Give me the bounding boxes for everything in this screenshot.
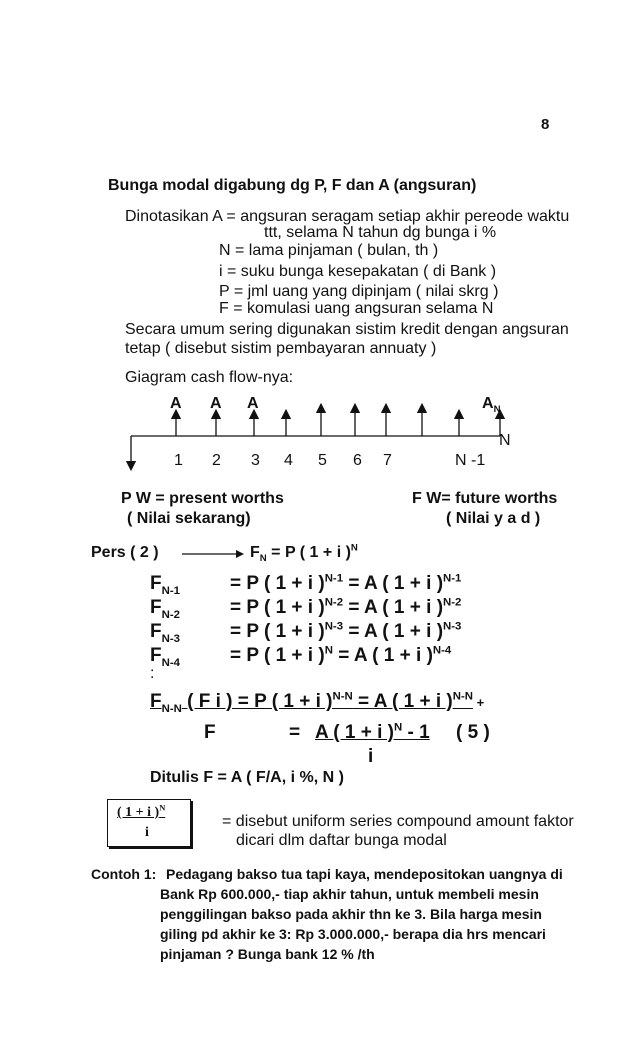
payment-label-a: A [247,395,259,412]
final-equals: = [289,722,301,743]
factor-numerator: ( 1 + i )$^N$ [117,803,166,820]
equation-pers-2: $F_N = P$ ( 1 + i )$^N$ [250,542,358,565]
tick-label: 6 [353,452,362,469]
general-text: Secara umum sering digunakan sistim kredit dengan angsuran [125,321,569,338]
example-text: giling pd akhir ke 3: Rp 3.000.000,- berapa dia hrs mencari [160,926,546,942]
example-text: Pedagang bakso tua tapi kaya, mendepositokan uangnya di [166,866,563,882]
definition-i: i = suku bunga kesepakatan ( di Bank ) [219,263,497,280]
equation-row-rhs: = P ( 1 + i )$^{N-2}$ = A ( 1 + i )$^{N-2}$ [230,596,462,618]
general-text: tetap ( disebut sistim pembayaran annuaty ) [125,340,437,357]
final-f: F [204,722,216,743]
example-text: pinjaman ? Bunga bank 12 % /th [160,946,375,962]
example-text: penggilingan bakso pada akhir thn ke 3. Bila harga mesin [160,906,542,922]
payment-label-an: $A_N$ [482,395,501,416]
tick-label: 7 [383,452,392,469]
factor-description: dicari dlm daftar bunga modal [236,832,447,849]
factor-box [107,799,191,847]
factor-description: = disebut uniform series compound amount faktor [222,813,574,830]
future-worth-note: ( Nilai y a d ) [446,510,541,527]
equation-row: $F_{N-4}$ [150,645,180,669]
payment-label-a: A [170,395,182,412]
present-worth-note: ( Nilai sekarang) [127,510,251,527]
tick-label: 4 [284,452,293,469]
tick-label: 1 [174,452,183,469]
tick-label: 5 [318,452,327,469]
diagram-caption: Giagram cash flow-nya: [125,369,294,386]
equation-row-rhs: = P ( 1 + i )$^{N-3}$ = A ( 1 + i )$^{N-3}$ [230,620,462,642]
equation-row: $F_{N-2}$ [150,597,180,621]
equation-row: $F_{N-3}$ [150,621,180,645]
equation-row-rhs: = P ( 1 + i )$^N$ = A ( 1 + i )$^{N-4}$ [230,644,452,666]
final-numerator: A ( 1 + i )$^N$ - 1 [315,721,430,743]
equation-sum: $F_{N-N}$ ( F i ) = P ( 1 + i )$^{N-N}$ = A ( 1 + i )$^{N-N}$ + [150,690,485,715]
tick-label: 3 [251,452,260,469]
tick-label: N -1 [455,452,486,469]
definition-p: P = jml uang yang dipinjam ( nilai skrg ) [219,283,499,300]
equation-label: Pers ( 2 ) [91,544,159,561]
definition-f: F = komulasi uang angsuran selama N [219,300,494,317]
definition-line: Dinotasikan A = angsuran seragam setiap akhir pereode waktu [125,208,570,225]
factor-denominator: i [145,825,149,840]
present-worth-label: P W = present worths [121,490,284,507]
example-text: Bank Rp 600.000,- tiap akhir tahun, untuk membeli mesin [160,886,539,902]
definition-line: ttt, selama N tahun dg bunga i % [264,224,497,241]
future-worth-label: F W= future worths [412,490,558,507]
notation-line: Ditulis F = A ( F/A, i %, N ) [150,769,344,786]
page-number: 8 [541,116,550,133]
period-n-label: N [499,432,511,449]
tick-label: 2 [212,452,221,469]
section-heading: Bunga modal digabung dg P, F dan A (angsuran) [108,177,477,194]
equation-row-rhs: = P ( 1 + i )$^{N-1}$ = A ( 1 + i )$^{N-1}$ [230,572,462,594]
ellipsis-colon: : [150,665,155,682]
payment-label-a: A [210,395,222,412]
equation-number: ( 5 ) [456,722,490,743]
definition-n: N = lama pinjaman ( bulan, th ) [219,242,439,259]
final-denominator: i [368,746,374,767]
equation-row: $F_{N-1}$ [150,573,180,597]
example-label: Contoh 1: [91,866,157,882]
